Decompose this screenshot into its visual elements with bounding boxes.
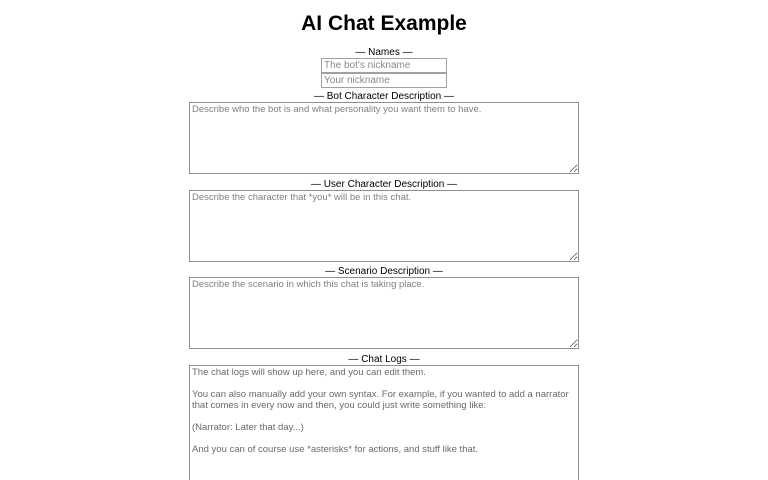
chat-logs-textarea[interactable] [189, 365, 579, 480]
scenario-description-label: — Scenario Description — [325, 266, 443, 277]
bot-description-label: — Bot Character Description — [313, 91, 455, 102]
page-title: AI Chat Example [301, 12, 467, 35]
bot-nickname-input[interactable] [321, 58, 447, 73]
user-description-label: — User Character Description — [310, 179, 458, 190]
scenario-description-textarea[interactable] [189, 277, 579, 349]
names-section-label: — Names — [355, 47, 413, 58]
user-description-textarea[interactable] [189, 190, 579, 262]
chat-logs-label: — Chat Logs — [348, 354, 420, 365]
user-nickname-input[interactable] [321, 73, 447, 88]
bot-description-textarea[interactable] [189, 102, 579, 174]
